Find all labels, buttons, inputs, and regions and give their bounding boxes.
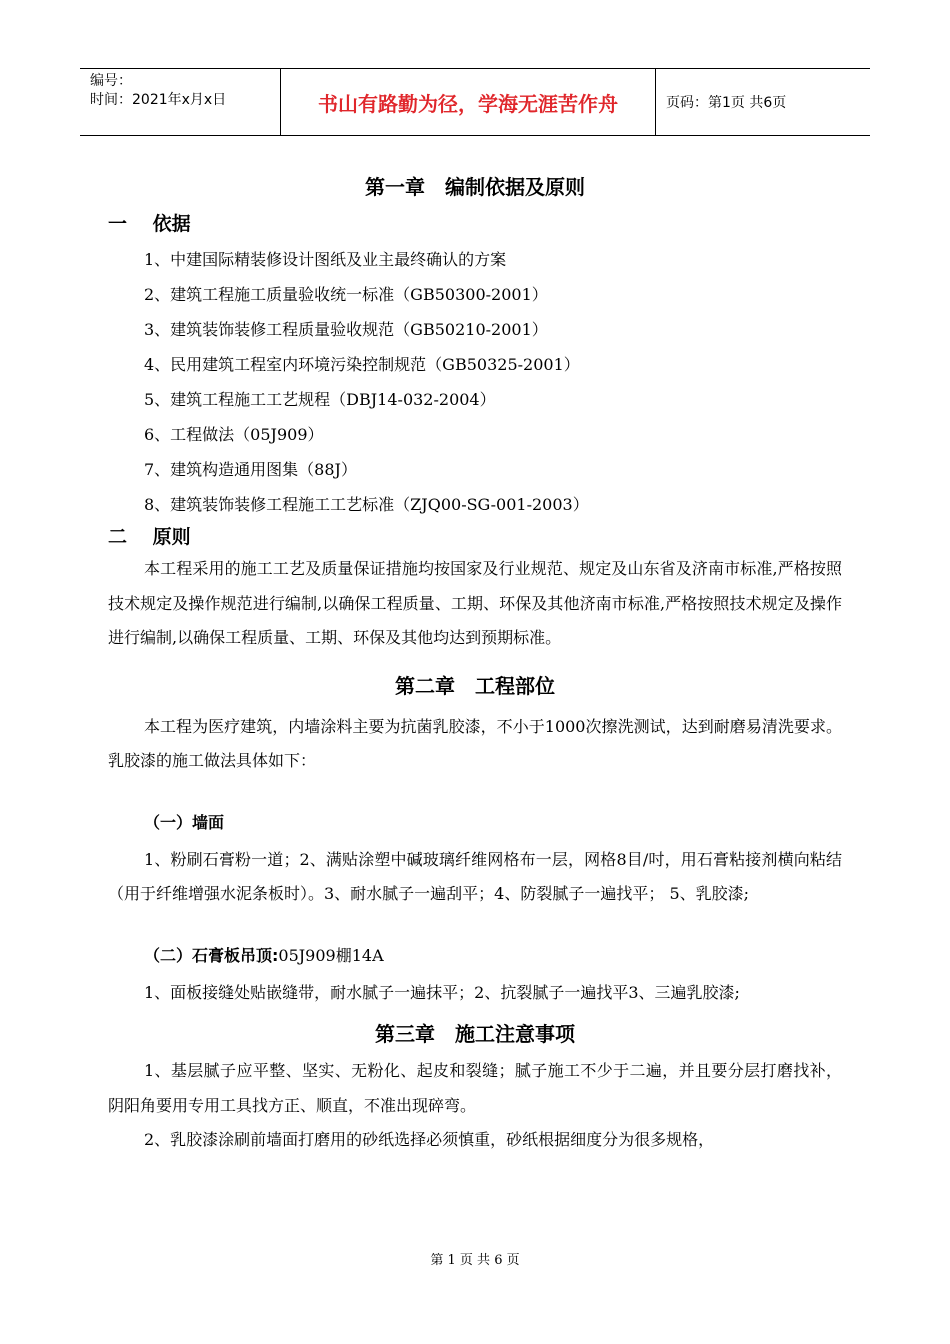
wall-paragraph: 1、粉刷石膏粉一道；2、满贴涂塑中碱玻璃纤维网格布一层，网格8目/吋，用石膏粘接剂横向粘结（用于纤维增强水泥条板时）。3、耐水腻子一遍刮平；4、防裂腻子一遍找平； 5、乳胶漆; [108, 849, 842, 903]
chapter-2-intro: 本工程为医疗建筑，内墙涂料主要为抗菌乳胶漆，不小于1000次擦洗测试，达到耐磨易清洗要求。乳胶漆的施工做法具体如下： [108, 716, 842, 770]
page-footer: 第 1 页 共 6 页 [430, 1253, 520, 1268]
list-item: 3、建筑装饰装修工程质量验收规范（GB50210-2001） [144, 320, 548, 339]
section-principle-title: 二 原则 [108, 526, 191, 548]
document-number-label: 编号： [90, 73, 132, 89]
ceiling-code: 05J909棚14A [278, 945, 384, 965]
list-item: 8、建筑装饰装修工程施工工艺标准（ZJQ00-SG-001-2003） [144, 495, 589, 514]
list-item: 7、建筑构造通用图集（88J） [144, 460, 357, 479]
chapter-2-title: 第二章 工程部位 [395, 673, 555, 698]
chapter-3-paragraph-1: 1、基层腻子应平整、坚实、无粉化、起皮和裂缝；腻子施工不少于二遍，并且要分层打磨找补，阴阳角要用专用工具找方正、顺直，不准出现碎弯。 [108, 1061, 842, 1115]
principle-paragraph: 本工程采用的施工工艺及质量保证措施均按国家及行业规范、规定及山东省及济南市标准,严格按照技术规定及操作规范进行编制,以确保工程质量、工期、环保及其他济南市标准,严格按照技术规定及操作进行编制,以确保工程质量、工期、环保及其他均达到预期标准。 [108, 559, 842, 647]
header-page-info: 页码：第1页 共6页 [666, 95, 787, 111]
ceiling-paragraph: 1、面板接缝处贴嵌缝带，耐水腻子一遍抹平；2、抗裂腻子一遍找平3、三遍乳胶漆; [144, 982, 740, 1002]
header-meta [80, 69, 280, 135]
ceiling-section-title [108, 936, 842, 976]
section-basis-title: 一 依据 [108, 213, 191, 235]
document-date-label: 时间：2021年x月x日 [90, 92, 227, 108]
basis-list [108, 242, 842, 522]
chapter-1-title: 第一章 编制依据及原则 [365, 175, 585, 199]
document-body [108, 168, 842, 1158]
list-item: 2、建筑工程施工质量验收统一标准（GB50300-2001） [144, 285, 548, 304]
chapter-3-title: 第三章 施工注意事项 [375, 1022, 575, 1046]
list-item: 1、中建国际精装修设计图纸及业主最终确认的方案 [144, 250, 507, 269]
list-item: 6、工程做法（05J909） [144, 425, 324, 444]
chapter-3-paragraph-2: 2、乳胶漆涂刷前墙面打磨用的砂纸选择必须慎重，砂纸根据细度分为很多规格， [144, 1130, 715, 1149]
ceiling-title-text: （二）石膏板吊顶: [144, 945, 279, 965]
page-header [80, 68, 870, 136]
wall-section-title: （一）墙面 [144, 812, 225, 832]
list-item: 4、民用建筑工程室内环境污染控制规范（GB50325-2001） [144, 355, 580, 374]
list-item: 5、建筑工程施工工艺规程（DBJ14-032-2004） [144, 390, 496, 409]
header-motto: 书山有路勤为径，学海无涯苦作舟 [280, 69, 656, 135]
